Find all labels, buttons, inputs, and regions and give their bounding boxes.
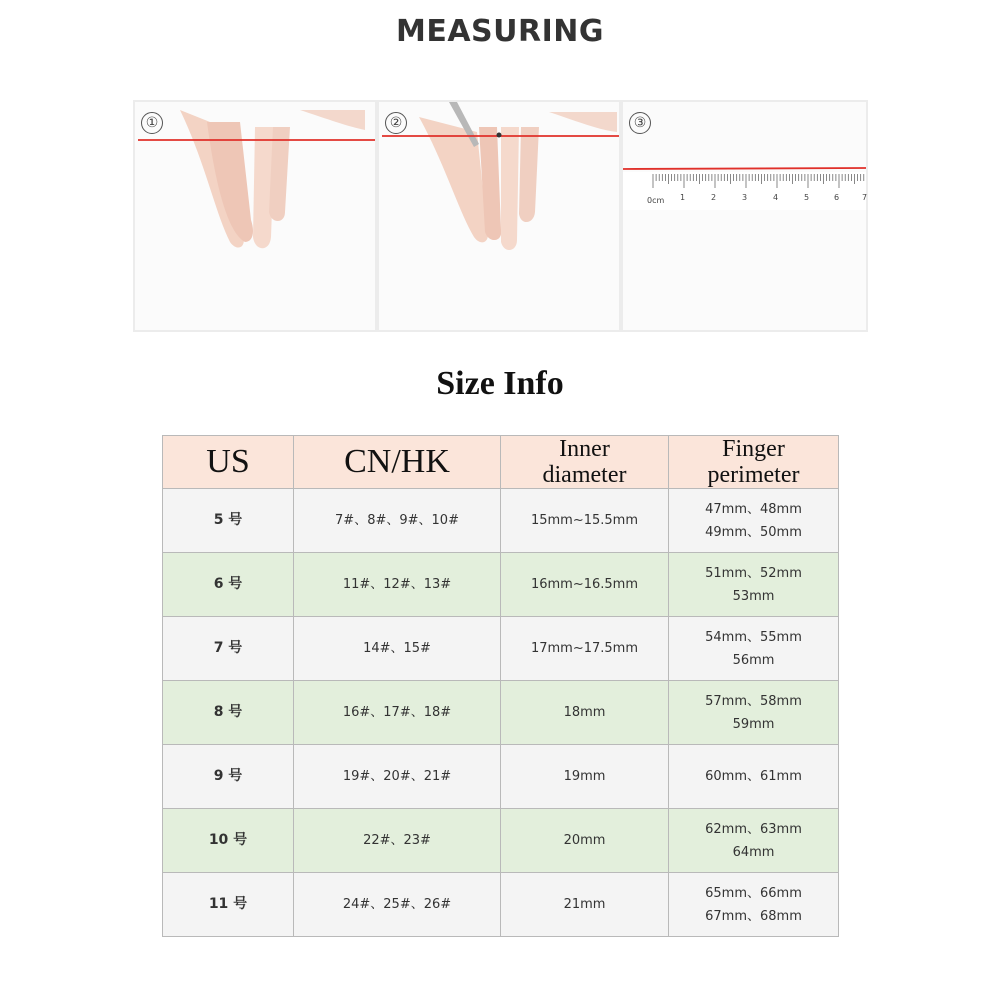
- perimeter-line: 47mm、48mm: [705, 501, 802, 517]
- perimeter-line: 56mm: [732, 652, 775, 668]
- perimeter-line: 59mm: [732, 716, 775, 732]
- ruler-label: 3: [742, 193, 748, 202]
- cell-inner-diameter: 21mm: [501, 873, 669, 937]
- size-table-header-row: [163, 436, 839, 489]
- step-2-number: ②: [385, 112, 407, 134]
- size-info-title: Size Info: [436, 365, 564, 402]
- perimeter-line: 53mm: [732, 588, 775, 604]
- step-1-illustration: [135, 102, 375, 330]
- column-header-perimeter-line2: perimeter: [707, 462, 800, 488]
- cell-inner-diameter: 19mm: [501, 745, 669, 809]
- cell-cn-size: 11#、12#、13#: [294, 553, 501, 617]
- step-1-number: ①: [141, 112, 163, 134]
- cell-inner-diameter: 18mm: [501, 681, 669, 745]
- cell-inner-diameter: 15mm~15.5mm: [501, 489, 669, 553]
- table-row: [163, 745, 839, 809]
- cell-us-size: 5 号: [163, 489, 294, 553]
- cell-us-size: 9 号: [163, 745, 294, 809]
- cell-inner-diameter: 20mm: [501, 809, 669, 873]
- cell-cn-size: 24#、25#、26#: [294, 873, 501, 937]
- perimeter-line: 51mm、52mm: [705, 565, 802, 581]
- column-header-cn-hk: CN/HK: [294, 436, 501, 489]
- cell-finger-perimeter: [669, 617, 839, 681]
- cell-us-size: 8 号: [163, 681, 294, 745]
- perimeter-line: 60mm、61mm: [705, 769, 802, 784]
- ruler-label: 5: [804, 193, 810, 202]
- cell-us-size: 11 号: [163, 873, 294, 937]
- perimeter-line: 49mm、50mm: [705, 524, 802, 540]
- step-1-thumb: [300, 110, 365, 130]
- column-header-inner-line2: diameter: [542, 462, 627, 488]
- cell-cn-size: 19#、20#、21#: [294, 745, 501, 809]
- ruler-label: 1: [680, 193, 686, 202]
- step-2-thumb: [549, 112, 617, 132]
- cell-finger-perimeter: [669, 489, 839, 553]
- step-2-finger-index: [519, 127, 539, 222]
- table-row: [163, 617, 839, 681]
- step-3-string: [623, 168, 866, 169]
- step-2-finger-middle: [501, 127, 519, 250]
- perimeter-line: 64mm: [732, 844, 775, 860]
- cell-finger-perimeter: [669, 745, 839, 809]
- step-3-illustration: [623, 102, 866, 330]
- ruler-label: 7: [862, 193, 868, 202]
- table-row: [163, 489, 839, 553]
- cell-inner-diameter: 16mm~16.5mm: [501, 553, 669, 617]
- perimeter-line: 67mm、68mm: [705, 908, 802, 924]
- cell-finger-perimeter: [669, 681, 839, 745]
- cell-cn-size: 14#、15#: [294, 617, 501, 681]
- table-row: [163, 553, 839, 617]
- cell-inner-diameter: 17mm~17.5mm: [501, 617, 669, 681]
- cell-us-size: 7 号: [163, 617, 294, 681]
- ruler-label: 6: [834, 193, 840, 202]
- step-2-panel: [379, 102, 619, 330]
- column-header-inner-diameter: [501, 436, 669, 489]
- cell-cn-size: 16#、17#、18#: [294, 681, 501, 745]
- step-1-panel: [135, 102, 375, 330]
- table-row: [163, 681, 839, 745]
- table-row: [163, 809, 839, 873]
- cell-finger-perimeter: [669, 809, 839, 873]
- ruler-label: 0cm: [647, 196, 665, 205]
- measuring-title: MEASURING: [395, 14, 605, 49]
- cell-us-size: 6 号: [163, 553, 294, 617]
- cell-cn-size: 7#、8#、9#、10#: [294, 489, 501, 553]
- size-table: [162, 435, 839, 937]
- step-2-mark: [497, 133, 502, 138]
- step-2-illustration: [379, 102, 619, 330]
- ruler-label: 4: [773, 193, 779, 202]
- perimeter-line: 57mm、58mm: [705, 693, 802, 709]
- ruler-label: 2: [711, 193, 717, 202]
- measuring-steps-panel: [133, 100, 868, 332]
- cell-us-size: 10 号: [163, 809, 294, 873]
- column-header-finger-perimeter: [669, 436, 839, 489]
- step-3-number: ③: [629, 112, 651, 134]
- step-3-panel: [623, 102, 866, 330]
- perimeter-line: 62mm、63mm: [705, 821, 802, 837]
- column-header-inner-line1: Inner: [559, 436, 610, 462]
- perimeter-line: 65mm、66mm: [705, 885, 802, 901]
- perimeter-line: 54mm、55mm: [705, 629, 802, 645]
- cell-finger-perimeter: [669, 873, 839, 937]
- cell-finger-perimeter: [669, 553, 839, 617]
- cell-cn-size: 22#、23#: [294, 809, 501, 873]
- column-header-perimeter-line1: Finger: [722, 436, 785, 462]
- column-header-us: US: [163, 436, 294, 489]
- table-row: [163, 873, 839, 937]
